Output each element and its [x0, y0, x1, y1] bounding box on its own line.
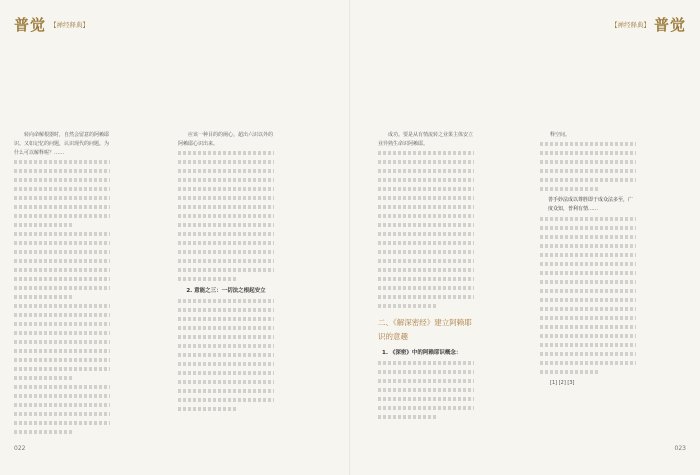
paragraph: 应该一种目的的阐心。超出六识以外的阿赖耶心识出来。	[178, 132, 274, 147]
right-header	[611, 14, 686, 34]
body-text-lines	[178, 151, 274, 281]
left-header	[14, 14, 89, 34]
paragraph: 释空间。	[550, 132, 571, 138]
page-number-right: 023	[674, 445, 686, 452]
book-spine	[349, 0, 351, 475]
brand-logo: 普觉	[653, 15, 686, 34]
body-text-lines	[378, 151, 474, 308]
body-text-lines	[378, 361, 474, 419]
body-text-lines	[14, 160, 110, 434]
footnote-marker: [1] [2] [3]	[550, 380, 575, 386]
subsection-heading: 2. 意能之三：一切法之根起安立	[186, 288, 266, 294]
text-column-3	[378, 131, 474, 439]
subsection-heading: 1. 《深密》中的阿赖耶识概念：	[382, 350, 462, 356]
text-column-2	[178, 131, 274, 439]
paragraph: 转向命解根器时，自然会留意的阿赖耶识。又如记忆的问题，认识现代的问题。为什么可以解释呢？……	[14, 132, 110, 156]
text-column-1	[14, 131, 110, 439]
page-number-left: 022	[14, 445, 26, 452]
body-text-lines	[540, 217, 636, 374]
body-text-lines	[178, 299, 274, 411]
body-text-lines	[540, 142, 636, 191]
paragraph: 成功。要是从有情流转之业果主体安立业异熟生命识阿赖耶。	[378, 132, 474, 147]
text-column-4	[540, 131, 636, 439]
series-tag: 【禅经释典】	[610, 20, 650, 29]
brand-logo: 普觉	[14, 15, 47, 34]
section-heading: 二、《解深密经》建立阿赖耶识的意趣	[378, 318, 472, 341]
scripture-quote: 善手妙法成以尊胜即于成众法多至，广度众知，普利有情……	[548, 197, 634, 212]
series-tag: 【禅经释典】	[50, 20, 90, 29]
